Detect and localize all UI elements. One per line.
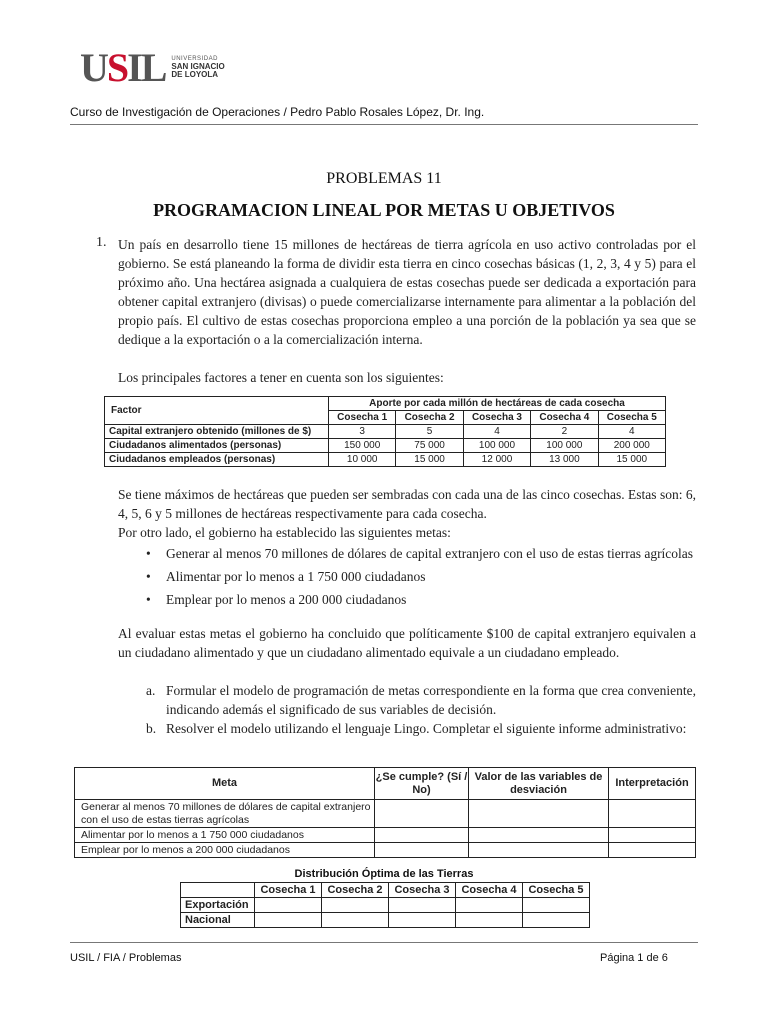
task-text: Resolver el modelo utilizando el lenguaje Lingo. Completar el siguiente informe administrativo:: [166, 721, 687, 736]
row-label: Exportación: [181, 898, 255, 913]
cell: 4: [598, 425, 665, 439]
table-row: [181, 913, 590, 928]
cell: 75 000: [396, 439, 463, 453]
goal-cell: Alimentar por lo menos a 1 750 000 ciudadanos: [75, 828, 375, 843]
logo-name-line2: DE LOYOLA: [171, 70, 219, 80]
group-header: Aporte por cada millón de hectáreas de cada cosecha: [329, 397, 666, 411]
cell[interactable]: [255, 898, 322, 913]
table-row: [105, 453, 666, 467]
tasks-list: [146, 681, 696, 738]
col-header: Cosecha 5: [523, 883, 590, 898]
table-row: [105, 425, 666, 439]
corner-cell: [181, 883, 255, 898]
col-header: Cosecha 1: [255, 883, 322, 898]
col-header: Cosecha 2: [322, 883, 389, 898]
col-header: Cosecha 2: [396, 411, 463, 425]
cell: 15 000: [598, 453, 665, 467]
cell[interactable]: [389, 898, 456, 913]
row-label: Capital extranjero obtenido (millones de $): [105, 425, 329, 439]
table-row: [75, 843, 696, 858]
cell: 2: [531, 425, 598, 439]
list-item: • Emplear por lo menos a 200 000 ciudadanos: [146, 592, 407, 607]
cell[interactable]: [456, 898, 523, 913]
max-hectares-text: Se tiene máximos de hectáreas que pueden ser sembradas con cada una de las cinco cosechas. Estas son: 6, 4, 5, 6 y 5 millones de hectáreas respectivamente para cada cosecha.: [118, 487, 696, 521]
goals-list: [146, 544, 696, 609]
task-key: b.: [146, 721, 157, 736]
page-title: PROBLEMAS 11: [326, 170, 442, 187]
factors-table: [104, 396, 666, 467]
table-row: [181, 898, 590, 913]
goal-cell: Emplear por lo menos a 200 000 ciudadanos: [75, 843, 375, 858]
logo-university: UNIVERSIDAD: [171, 56, 218, 63]
row-label: Nacional: [181, 913, 255, 928]
distribution-table: [180, 882, 590, 928]
col-header: Cosecha 4: [531, 411, 598, 425]
goal-text: Emplear por lo menos a 200 000 ciudadanos: [166, 592, 407, 607]
cell[interactable]: [609, 800, 696, 828]
goal-text: Generar al menos 70 millones de dólares de capital extranjero con el uso de estas tierras agrícolas: [166, 546, 694, 561]
cell[interactable]: [469, 843, 609, 858]
logo-mark: USIL: [80, 45, 166, 90]
goal-cell: Generar al menos 70 millones de dólares de capital extranjero con el uso de estas tierras agrícolas: [75, 800, 375, 828]
factors-intro: Los principales factores a tener en cuenta son los siguientes:: [118, 370, 444, 385]
course-header: Curso de Investigación de Operaciones / Pedro Pablo Rosales López, Dr. Ing.: [70, 105, 485, 119]
logo-text: [171, 56, 224, 79]
list-item: [146, 681, 696, 719]
cell[interactable]: [469, 828, 609, 843]
cell[interactable]: [322, 898, 389, 913]
factor-header: Factor: [105, 397, 329, 425]
col-header: Cosecha 3: [389, 883, 456, 898]
problem-intro: Un país en desarrollo tiene 15 millones de hectáreas de tierra agrícola en uso activo controladas por el gobierno. Se está planeando la forma de dividir esta tierra en cinco cosechas básicas (1, 2, 3, 4 y 5) para el próximo año. Una hectárea asignada a cualquiera de estas cosechas puede ser dedicada a exportación para obtener capital extranjero (divisas) o puede comercializarse internamente para alimentar a la población del propio país. El cultivo de estas cosechas proporciona empleo a una porción de la población ya sea que se dedique a la exportación o a la comercialización interna.: [118, 237, 696, 347]
cell: 100 000: [463, 439, 530, 453]
cell[interactable]: [469, 800, 609, 828]
cell[interactable]: [456, 913, 523, 928]
distribution-title: Distribución Óptima de las Tierras: [294, 868, 474, 880]
col-header: Meta: [75, 768, 375, 800]
cell[interactable]: [255, 913, 322, 928]
table-row: [75, 828, 696, 843]
list-item: • Alimentar por lo menos a 1 750 000 ciudadanos: [146, 569, 426, 584]
cell[interactable]: [375, 843, 469, 858]
col-header: Cosecha 4: [456, 883, 523, 898]
logo-name-line1: SAN IGNACIO: [171, 61, 225, 71]
table-row: [105, 439, 666, 453]
goals-intro: Por otro lado, el gobierno ha establecido las siguientes metas:: [118, 525, 451, 540]
cell: 3: [329, 425, 396, 439]
cell[interactable]: [375, 828, 469, 843]
footer-divider: [70, 942, 698, 943]
list-item: [146, 719, 696, 738]
cell[interactable]: [322, 913, 389, 928]
cell: 13 000: [531, 453, 598, 467]
goal-text: Alimentar por lo menos a 1 750 000 ciudadanos: [166, 569, 426, 584]
col-header: Cosecha 3: [463, 411, 530, 425]
cell: 12 000: [463, 453, 530, 467]
goals-report-table: [74, 767, 696, 858]
cell[interactable]: [375, 800, 469, 828]
col-header: Cosecha 1: [329, 411, 396, 425]
col-header: Valor de las variables de desviación: [469, 768, 609, 800]
usil-logo: [80, 45, 225, 90]
row-label: Ciudadanos empleados (personas): [105, 453, 329, 467]
task-key: a.: [146, 683, 156, 698]
page-number: Página 1 de 6: [600, 952, 668, 964]
cell: 200 000: [598, 439, 665, 453]
cell[interactable]: [523, 913, 590, 928]
cell[interactable]: [389, 913, 456, 928]
row-label: Ciudadanos alimentados (personas): [105, 439, 329, 453]
cell: 15 000: [396, 453, 463, 467]
footer-left: USIL / FIA / Problemas: [70, 952, 182, 964]
col-header: Interpretación: [609, 768, 696, 800]
cell: 10 000: [329, 453, 396, 467]
header-divider: [70, 124, 698, 125]
evaluation-text: Al evaluar estas metas el gobierno ha concluido que políticamente $100 de capital extranjero equivalen a un ciudadano alimentado y que un ciudadano alimentado equivale a un ciudadano empleado.: [118, 626, 696, 660]
cell: 150 000: [329, 439, 396, 453]
cell: 5: [396, 425, 463, 439]
col-header: ¿Se cumple? (Sí / No): [375, 768, 469, 800]
cell: 4: [463, 425, 530, 439]
page-subtitle: PROGRAMACION LINEAL POR METAS U OBJETIVOS: [153, 200, 615, 220]
table-row: [75, 800, 696, 828]
cell[interactable]: [609, 828, 696, 843]
cell[interactable]: [523, 898, 590, 913]
cell[interactable]: [609, 843, 696, 858]
col-header: Cosecha 5: [598, 411, 665, 425]
task-text: Formular el modelo de programación de metas correspondiente en la forma que crea conveniente, indicando además el significado de sus variables de decisión.: [166, 683, 696, 717]
cell: 100 000: [531, 439, 598, 453]
list-item: • Generar al menos 70 millones de dólares de capital extranjero con el uso de estas tierras agrícolas: [146, 546, 694, 561]
problem-number: 1.: [96, 235, 107, 250]
